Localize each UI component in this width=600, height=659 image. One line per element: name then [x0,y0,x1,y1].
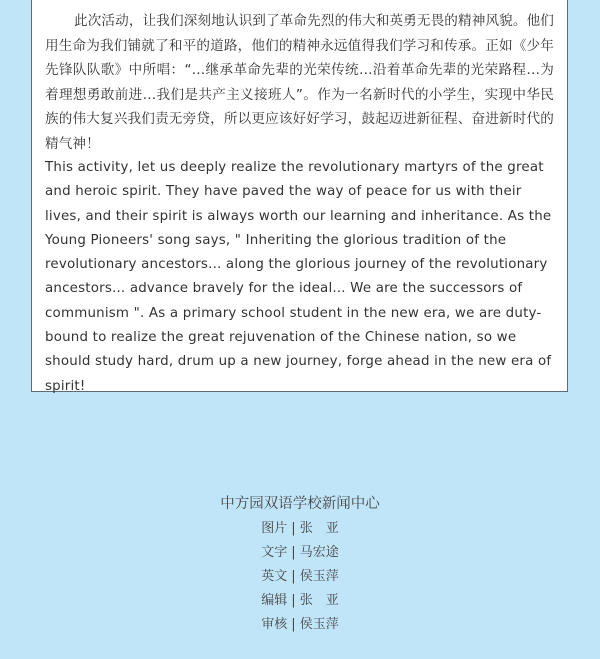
credit-line-text [0,541,600,565]
credit-separator: | [291,569,296,584]
credit-role: 英文 [261,569,288,584]
credit-role: 文字 [261,545,288,560]
english-paragraph: This activity, let us deeply realize the revolutionary martyrs of the great and heroic spirit. They have paved the way of peace for us with their lives, and their spirit is always worth our learning and inheritance. As the Young Pioneers' song says, " Inheriting the glorious tradition of the revolutionary ancestors... along the glorious journey of the revolutionary ancestors... advance bravely for the ideal... We are the successors of communism ". As a primary school student in the new era, we are duty-bound to realize the great rejuvenation of the Chinese nation, so we should study hard, drum up a new journey, forge ahead in the new era of spirit! [45,160,552,394]
credit-role: 编辑 [261,593,288,608]
credit-person: 张 亚 [299,593,339,608]
credit-line-reviewer [0,613,600,637]
credit-person: 马宏途 [299,545,339,560]
credit-line-photo [0,517,600,541]
credits-block [0,492,600,637]
credit-person: 张 亚 [299,521,339,536]
credit-line-english [0,565,600,589]
credit-role: 图片 [261,521,288,536]
credit-separator: | [291,521,296,536]
news-center-title: 中方园双语学校新闻中心 [220,496,380,512]
credit-separator: | [291,545,296,560]
credit-person: 侯玉萍 [299,569,339,584]
credit-person: 侯玉萍 [299,617,339,632]
credit-separator: | [291,617,296,632]
credit-role: 审核 [261,617,288,632]
credit-line-editor [0,589,600,613]
credit-separator: | [291,593,296,608]
chinese-paragraph: 此次活动，让我们深刻地认识到了革命先烈的伟大和英勇无畏的精神风貌。他们用生命为我们铺就了和平的道路，他们的精神永远值得我们学习和传承。正如《少年先锋队队歌》中所唱：“…继承革命先辈的光荣传统…沿着革命先辈的光荣路程…为着理想勇敢前进…我们是共产主义接班人”。作为一名新时代的小学生，实现中华民族的伟大复兴我们责无旁贷，所以更应该好好学习，鼓起迈进新征程、奋进新时代的精气神！ [45,13,554,152]
article-card [31,0,568,392]
